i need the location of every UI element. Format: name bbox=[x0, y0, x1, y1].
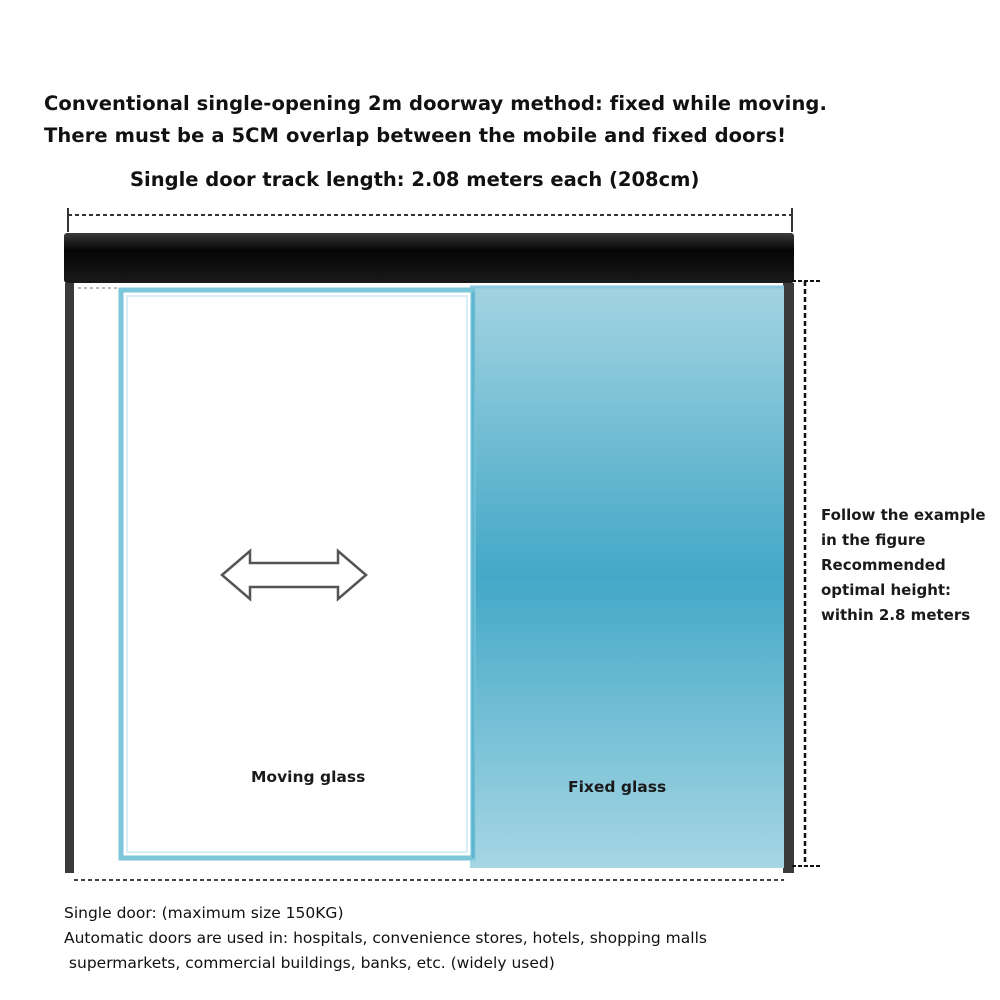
side-note-line-2: in the figure bbox=[821, 531, 926, 549]
footer-line-3: supermarkets, commercial buildings, banks, etc. (widely used) bbox=[64, 954, 555, 972]
footer-line-1: Single door: (maximum size 150KG) bbox=[64, 904, 344, 922]
footer-line-2: Automatic doors are used in: hospitals, convenience stores, hotels, shopping malls bbox=[64, 929, 707, 947]
door-track bbox=[64, 233, 794, 283]
top-dimension-line bbox=[68, 208, 792, 232]
heading-line-1: Conventional single-opening 2m doorway method: fixed while moving. bbox=[44, 92, 828, 115]
side-note-line-5: within 2.8 meters bbox=[821, 606, 971, 624]
side-note-line-4: optimal height: bbox=[821, 581, 952, 599]
heading-line-2: There must be a 5CM overlap between the mobile and fixed doors! bbox=[44, 124, 787, 147]
right-post bbox=[783, 283, 794, 873]
side-note-line-3: Recommended bbox=[821, 556, 946, 574]
height-dimension-line bbox=[792, 281, 820, 866]
side-note-line-1: Follow the example bbox=[821, 506, 986, 524]
track-length-label: Single door track length: 2.08 meters each (208cm) bbox=[130, 168, 700, 191]
fixed-glass-label: Fixed glass bbox=[568, 778, 667, 796]
left-post bbox=[65, 283, 74, 873]
moving-glass-label: Moving glass bbox=[251, 768, 366, 786]
